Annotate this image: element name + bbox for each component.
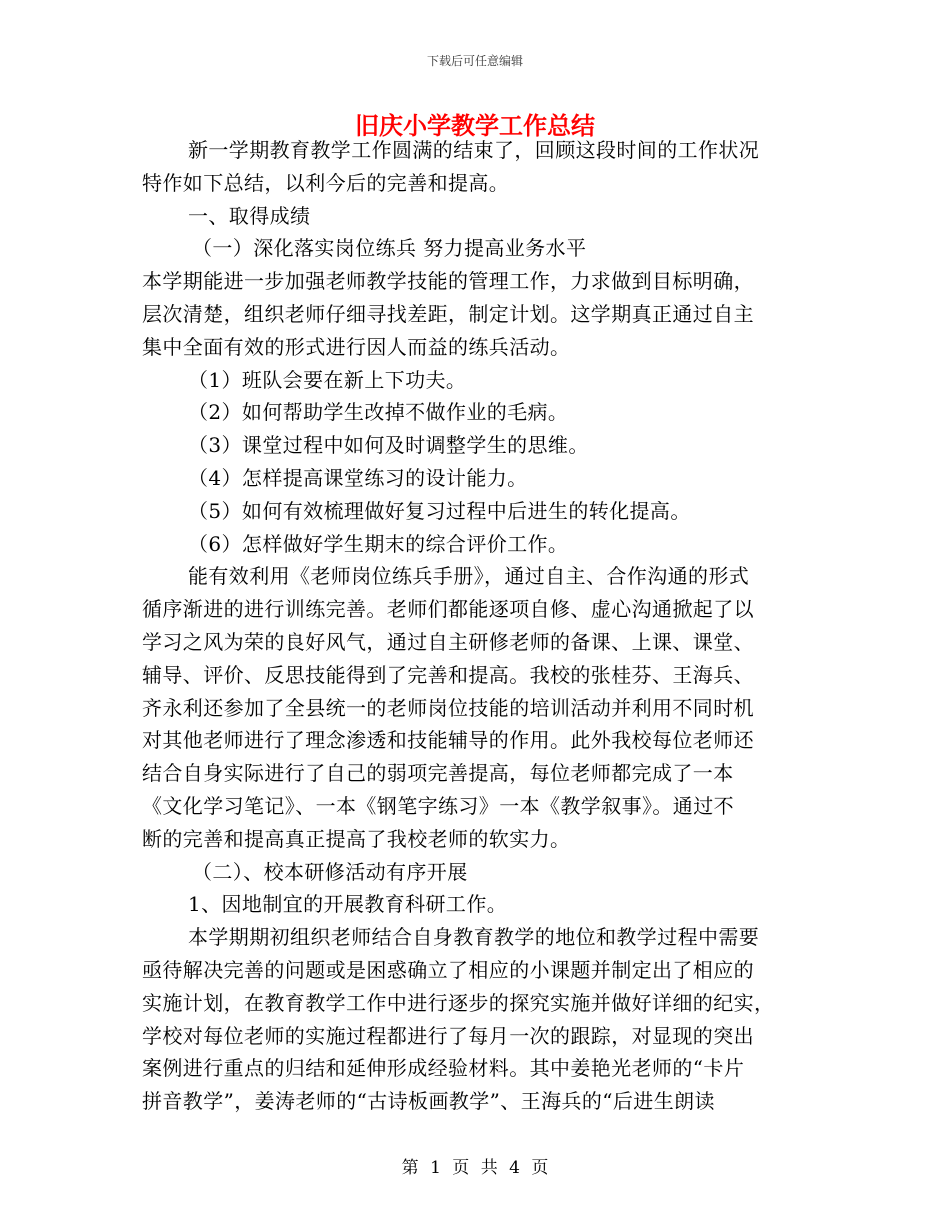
paragraph-line: 辅导、评价、反思技能得到了完善和提高。我校的张桂芬、王海兵、 [142,662,754,687]
paragraph-line: 层次清楚，组织老师仔细寻找差距，制定计划。这学期真正通过自主 [142,301,754,326]
header-note: 下载后可任意编辑 [426,54,523,68]
paragraph-line: 新一学期教育教学工作圆满的结束了，回顾这段时间的工作状况 [188,138,760,162]
document-title: 旧庆小学教学工作总结 [355,112,595,140]
paragraph-line: 学校对每位老师的实施过程都进行了每月一次的跟踪，对显现的突出 [142,1023,754,1048]
page-number-footer: 第 1 页 共 4 页 [401,1158,549,1178]
paragraph-line: 特作如下总结，以利今后的完善和提高。 [142,170,510,195]
paragraph-line: 对其他老师进行了理念渗透和技能辅导的作用。此外我校每位老师还 [142,728,754,753]
subsection-heading: （二）、校本研修活动有序开展 [192,859,468,884]
paragraph-line: 齐永利还参加了全县统一的老师岗位技能的培训活动并利用不同时机 [142,695,754,720]
list-item: （4）怎样提高课堂练习的设计能力。 [188,465,528,490]
paragraph-line: 亟待解决完善的问题或是困惑确立了相应的小课题并制定出了相应的 [142,957,754,982]
section-heading: 一、取得成绩 [188,203,311,228]
paragraph-line: 循序渐进的进行训练完善。老师们都能逐项自修、虚心沟通掀起了以 [142,597,754,622]
subsection-heading: （一）深化落实岗位练兵 努力提高业务水平 [192,236,587,261]
paragraph-line: 本学期能进一步加强老师教学技能的管理工作，力求做到目标明确， [142,269,754,294]
paragraph-line: 集中全面有效的形式进行因人而益的练兵活动。 [142,334,571,359]
list-item: （2）如何帮助学生改掉不做作业的毛病。 [188,400,569,425]
paragraph-line: 拼音教学”，姜涛老师的“古诗板画教学”、王海兵的“后进生朗读 [142,1089,715,1114]
paragraph-line: 本学期期初组织老师结合自身教育教学的地位和教学过程中需要 [188,925,760,950]
document-body [142,134,812,1118]
list-item: （5）如何有效梳理做好复习过程中后进生的转化提高。 [188,498,691,523]
paragraph-line: 案例进行重点的归结和延伸形成经验材料。其中姜艳光老师的“卡片 [142,1056,745,1081]
paragraph-line: 《文化学习笔记》、一本《钢笔字练习》一本《教学叙事》。通过不 [142,793,734,818]
list-item: （6）怎样做好学生期末的综合评价工作。 [188,531,569,556]
paragraph-line: 学习之风为荣的良好风气，通过自主研修老师的备课、上课、课堂、 [142,629,754,654]
list-item: （1）班队会要在新上下功夫。 [188,367,467,392]
subsection-heading: 1、因地制宜的开展教育科研工作。 [188,892,508,917]
paragraph-line: 实施计划，在教育教学工作中进行逐步的探究实施并做好详细的纪实， [142,990,775,1015]
paragraph-line: 结合自身实际进行了自己的弱项完善提高，每位老师都完成了一本 [142,761,734,786]
paragraph-line: 断的完善和提高真正提高了我校老师的软实力。 [142,826,571,851]
list-item: （3）课堂过程中如何及时调整学生的思维。 [188,433,589,458]
paragraph-line: 能有效利用《老师岗位练兵手册》，通过自主、合作沟通的形式 [188,564,750,589]
